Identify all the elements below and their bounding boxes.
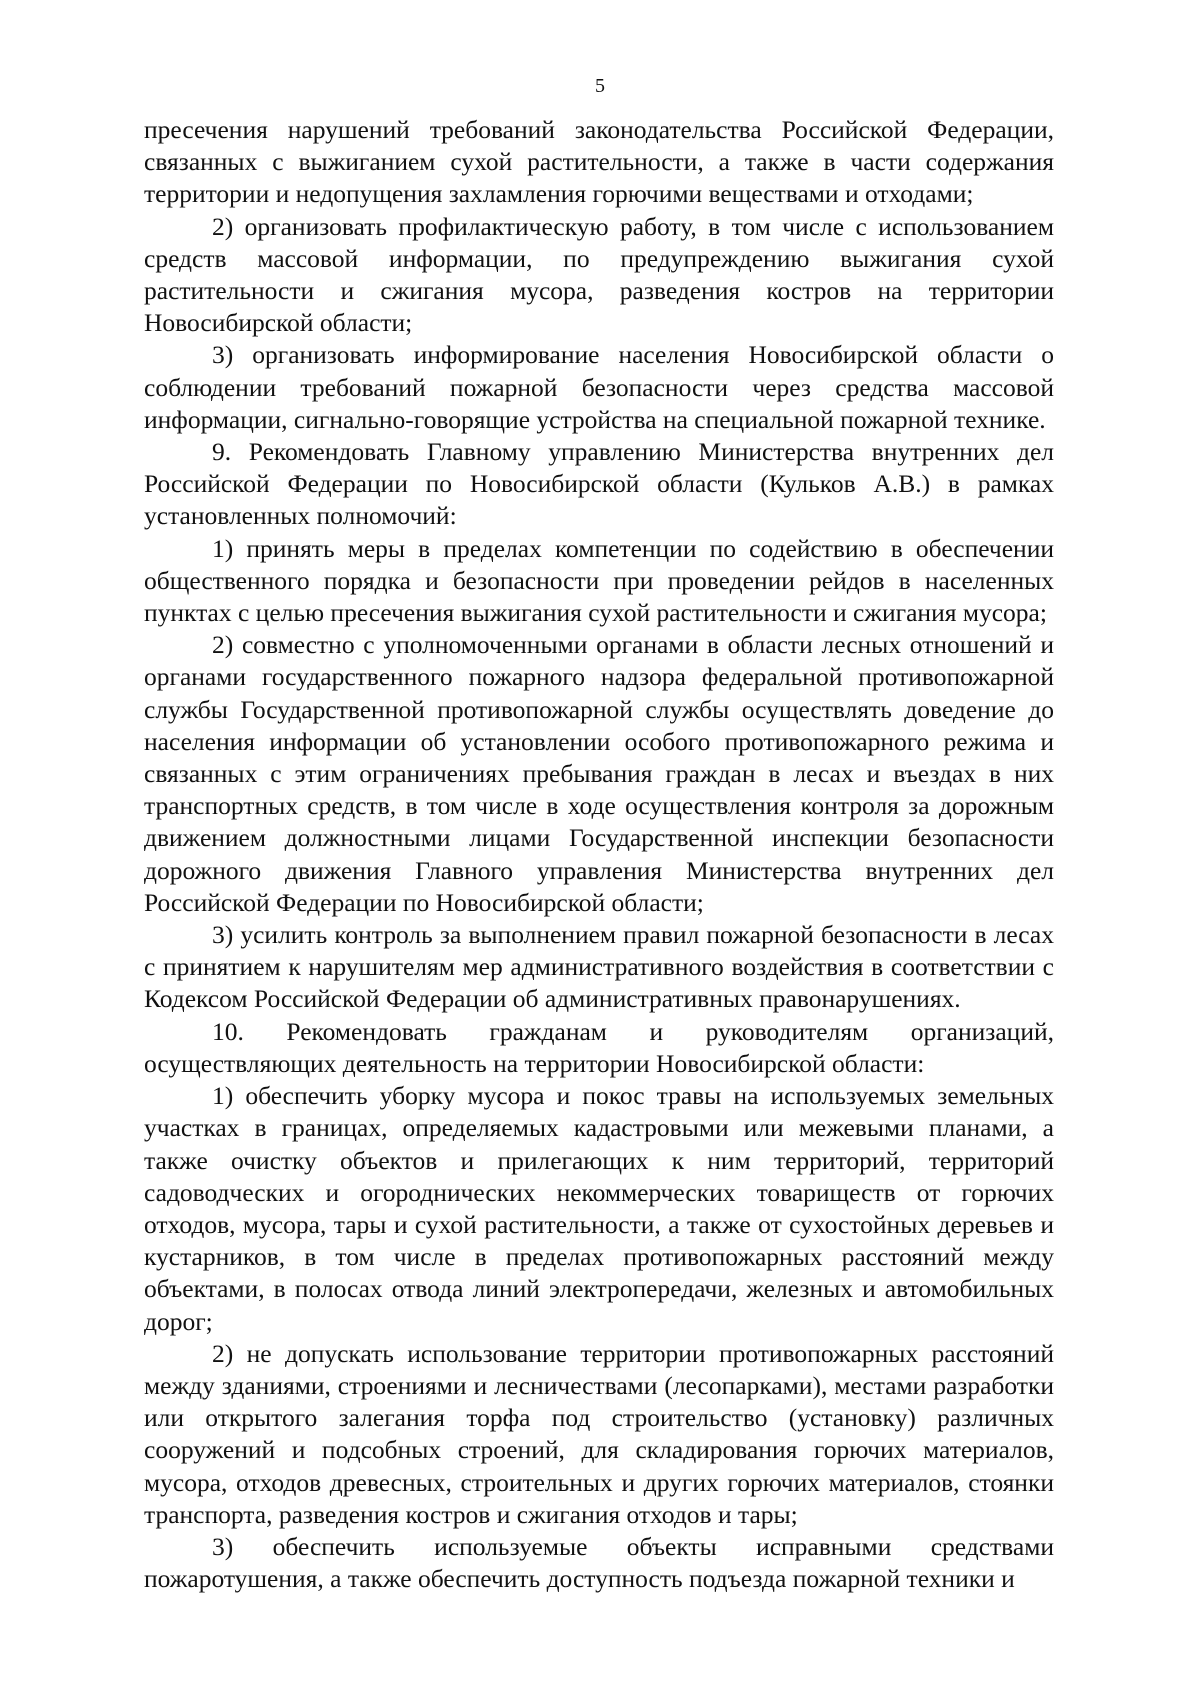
paragraph: 1) обеспечить уборку мусора и покос травы на используемых земельных участках в границах, определяемых кадастровыми или межевыми планами, а также очистку объектов и прилегающих к ним территорий, территорий садоводческих и огороднических некоммерческих товариществ от горючих отходов, мусора, тары и сухой растительности, а также от сухостойных деревьев и кустарников, в том числе в пределах противопожарных расстояний между объектами, в полосах отвода линий электропередачи, железных и автомобильных дорог; <box>144 1081 1054 1336</box>
paragraph: 3) обеспечить используемые объекты исправными средствами пожаротушения, а также обеспечить доступность подъезда пожарной техники и <box>144 1531 1054 1594</box>
paragraph: 2) организовать профилактическую работу, в том числе с использованием средств массовой информации, по предупреждению выжигания сухой растительности и сжигания мусора, разведения костров на территории Новосибирской области; <box>144 211 1054 338</box>
document-body <box>144 114 1054 1595</box>
page-number: 5 <box>595 75 605 97</box>
paragraph: 2) не допускать использование территории противопожарных расстояний между зданиями, строениями и лесничествами (лесопарками), местами разработки или открытого залегания торфа под строительство (установку) различных сооружений и подсобных строений, для складирования горючих материалов, мусора, отходов древесных, строительных и других горючих материалов, стоянки транспорта, разведения костров и сжигания отходов и тары; <box>144 1338 1054 1529</box>
paragraph: 2) совместно с уполномоченными органами в области лесных отношений и органами государственного пожарного надзора федеральной противопожарной службы Государственной противопожарной службы осуществлять доведение до населения информации об установлении особого противопожарного режима и связанных с этим ограничениях пребывания граждан в лесах и въездах в них транспортных средств, в том числе в ходе осуществления контроля за дорожным движением должностными лицами Государственной инспекции безопасности дорожного движения Главного управления Министерства внутренних дел Российской Федерации по Новосибирской области; <box>144 630 1054 917</box>
paragraph: 9. Рекомендовать Главному управлению Министерства внутренних дел Российской Федерации по Новосибирской области (Кульков А.В.) в рамках установленных полномочий: <box>144 437 1054 531</box>
paragraph: 3) организовать информирование населения Новосибирской области о соблюдении требований пожарной безопасности через средства массовой информации, сигнально-говорящие устройства на специальной пожарной технике. <box>144 340 1054 434</box>
paragraph: 1) принять меры в пределах компетенции по содействию в обеспечении общественного порядка и безопасности при проведении рейдов в населенных пунктах с целью пресечения выжигания сухой растительности и сжигания мусора; <box>144 533 1054 628</box>
paragraph: пресечения нарушений требований законодательства Российской Федерации, связанных с выжиганием сухой растительности, а также в части содержания территории и недопущения захламления горючими веществами и отходами; <box>144 115 1054 209</box>
paragraph: 10. Рекомендовать гражданам и руководителям организаций, осуществляющих деятельность на территории Новосибирской области: <box>144 1016 1054 1078</box>
paragraph: 3) усилить контроль за выполнением правил пожарной безопасности в лесах с принятием к нарушителям мер административного воздействия в соответствии с Кодексом Российской Федерации об административных правонарушениях. <box>144 920 1054 1014</box>
